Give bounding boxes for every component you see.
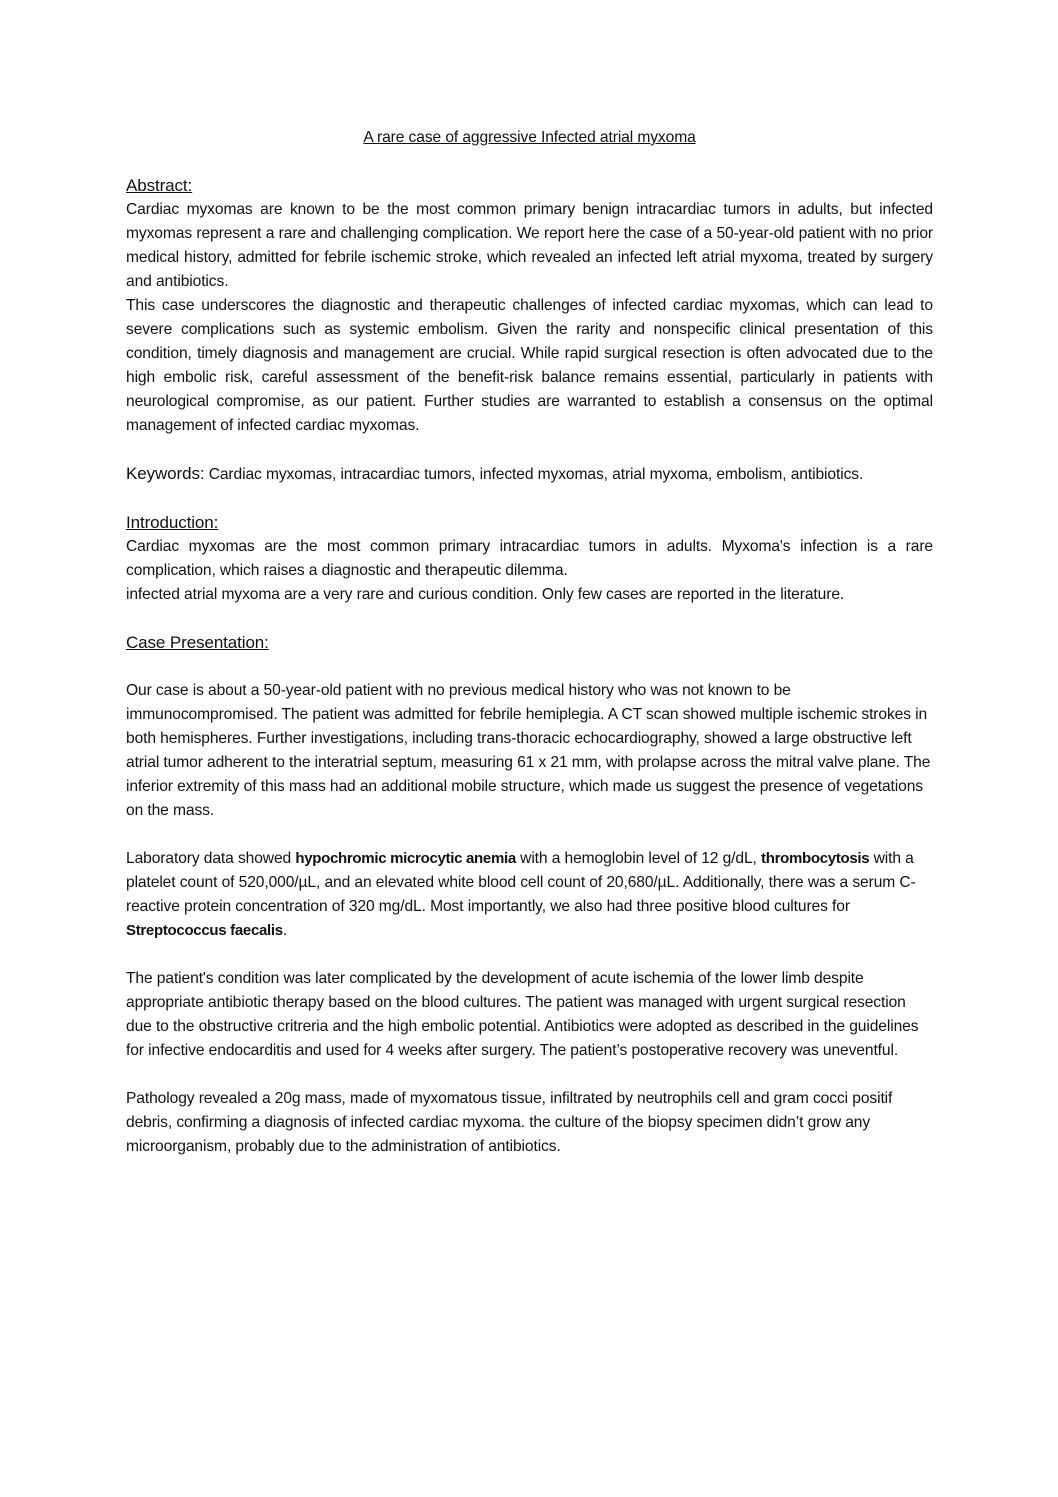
document-title: A rare case of aggressive Infected atrial myxoma (363, 129, 696, 146)
case-p2-text-e: with a platelet count of 520,000/µL, and an elevated white blood cell count of 20,680/µL. Additionally, there was a serum C-reactive protein concentration of 320 mg/dL. Most importantly, we also had three positive blood cultures for (126, 850, 916, 915)
abstract-heading: Abstract: (126, 176, 193, 195)
introduction-paragraph-2: infected atrial myxoma are a very rare and curious condition. Only few cases are reported in the literature. (126, 586, 845, 603)
abstract-paragraph-1: Cardiac myxomas are known to be the most common primary benign intracardiac tumors in adults, but infected myxomas represent a rare and challenging complication. We report here the case of a 50-year-old patient with no prior medical history, admitted for febrile ischemic stroke, which revealed an infected left atrial myxoma, treated by surgery and antibiotics. (126, 201, 933, 290)
case-paragraph-1: Our case is about a 50-year-old patient with no previous medical history who was not known to be immunocompromised. The patient was admitted for febrile hemiplegia. A CT scan showed multiple ischemic strokes in both hemispheres. Further investigations, including trans-thoracic echocardiography, showed a large obstructive left atrial tumor adherent to the interatrial septum, measuring 61 x 21 mm, with prolapse across the mitral valve plane. The inferior extremity of this mass had an additional mobile structure, which made us suggest the presence of vegetations on the mass. (126, 682, 931, 819)
keywords-text: Cardiac myxomas, intracardiac tumors, infected myxomas, atrial myxoma, embolism, antibiotics. (204, 466, 864, 483)
document-page (126, 126, 933, 1159)
spacer (126, 150, 933, 174)
introduction-paragraph-1: Cardiac myxomas are the most common primary intracardiac tumors in adults. Myxoma's infection is a rare complication, which raises a diagnostic and therapeutic dilemma. (126, 538, 933, 579)
keywords-paragraph (126, 462, 933, 487)
abstract-paragraph-2: This case underscores the diagnostic and therapeutic challenges of infected cardiac myxomas, which can lead to severe complications such as systemic embolism. Given the rarity and nonspecific clinical presentation of this condition, timely diagnosis and management are crucial. While rapid surgical resection is often advocated due to the high embolic risk, careful assessment of the benefit-risk balance remains essential, particularly in patients with neurological compromise, as our patient. Further studies are warranted to establish a consensus on the optimal management of infected cardiac myxomas. (126, 297, 933, 434)
keywords-section (126, 462, 933, 487)
spacer (126, 1063, 933, 1087)
spacer (126, 943, 933, 967)
case-presentation-section (126, 631, 933, 1159)
spacer (126, 438, 933, 462)
case-p2-anemia: hypochromic microcytic anemia (295, 850, 516, 867)
spacer (126, 487, 933, 511)
keywords-label: Keywords: (126, 464, 205, 483)
spacer (126, 655, 933, 679)
introduction-section (126, 511, 933, 607)
case-paragraph-2 (126, 847, 933, 943)
case-p2-text-a: Laboratory data showed (126, 850, 296, 867)
abstract-section (126, 174, 933, 438)
introduction-heading: Introduction: (126, 513, 219, 532)
case-p2-text-g: . (282, 922, 288, 939)
case-p2-streptococcus: Streptococcus faecalis (126, 922, 283, 939)
case-presentation-heading: Case Presentation: (126, 633, 269, 652)
spacer (126, 823, 933, 847)
case-paragraph-4: Pathology revealed a 20g mass, made of myxomatous tissue, infiltrated by neutrophils cell and gram cocci positif debris, confirming a diagnosis of infected cardiac myxoma. the culture of the biopsy specimen didn’t grow any microorganism, probably due to the administration of antibiotics. (126, 1090, 893, 1155)
case-paragraph-3: The patient's condition was later complicated by the development of acute ischemia of the lower limb despite appropriate antibiotic therapy based on the blood cultures. The patient was managed with urgent surgical resection due to the obstructive critreria and the high embolic potential. Antibiotics were adopted as described in the guidelines for infective endocarditis and used for 4 weeks after surgery. The patient’s postoperative recovery was uneventful. (126, 970, 919, 1059)
case-p2-text-c: with a hemoglobin level of 12 g/dL, (515, 850, 762, 867)
spacer (126, 607, 933, 631)
case-p2-thrombocytosis: thrombocytosis (761, 850, 870, 867)
